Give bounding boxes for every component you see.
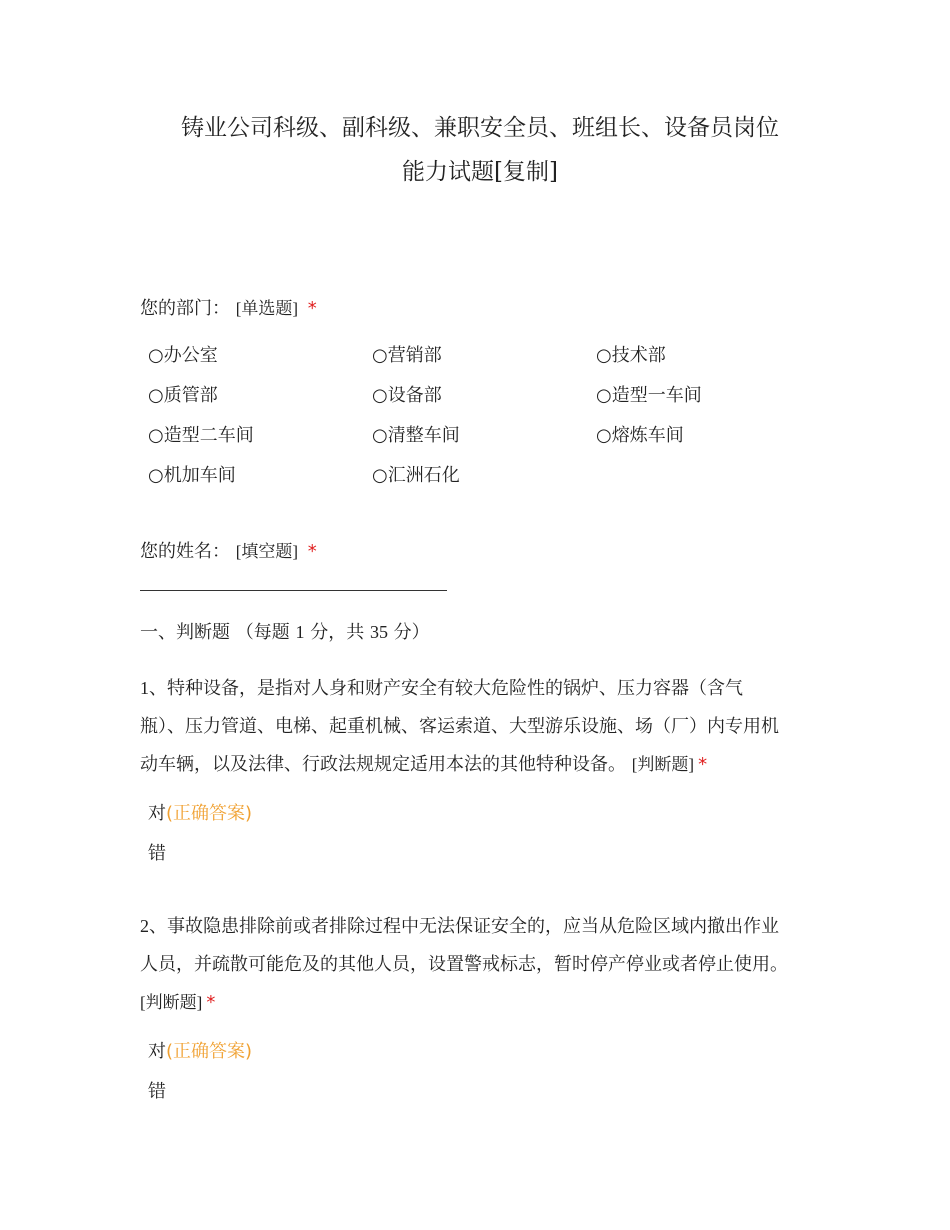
title-line-1: 铸业公司科级、副科级、兼职安全员、班组长、设备员岗位: [181, 115, 779, 141]
question-1-line-3: [140, 746, 820, 784]
question-type-tag: [单选题]: [235, 299, 299, 318]
department-option[interactable]: ○清整车间: [372, 425, 460, 446]
department-option[interactable]: ○办公室: [148, 345, 218, 366]
section-suffix: 分）: [393, 622, 430, 643]
section-mid: 分，共: [310, 622, 365, 643]
section-total-score: 35: [369, 622, 388, 642]
name-question-header: [140, 537, 317, 563]
question-2-option-false[interactable]: 错: [148, 1081, 166, 1102]
question-1-text: [140, 669, 820, 784]
option-true-label: 对: [148, 803, 166, 824]
section-prefix: 一、判断题 （每题: [140, 622, 290, 643]
question-2-text: [140, 907, 820, 1022]
section-per-score: 1: [295, 622, 305, 642]
correct-answer-tag: (正确答案): [166, 1041, 253, 1062]
question-2-line-1-text: 、事故隐患排除前或者排除过程中无法保证安全的，应当从危险区域内撤出作业: [149, 916, 779, 937]
department-question-label: 您的部门：: [140, 298, 230, 319]
department-option[interactable]: ○熔炼车间: [596, 425, 684, 446]
question-1-line-2: 瓶）、压力管道、电梯、起重机械、客运索道、大型游乐设施、场（厂）内专用机: [140, 716, 779, 737]
question-type-tag: [填空题]: [235, 542, 299, 561]
page-title: [140, 106, 820, 194]
department-option[interactable]: ○设备部: [372, 385, 442, 406]
question-2-line-1: [140, 907, 820, 946]
required-mark: *: [307, 541, 317, 562]
question-1-line-1-text: 、特种设备，是指对人身和财产安全有较大危险性的锅炉、压力容器（含气: [149, 678, 743, 699]
name-question-label: 您的姓名：: [140, 541, 230, 562]
department-option[interactable]: ○营销部: [372, 345, 442, 366]
name-input-line[interactable]: [140, 590, 447, 591]
question-type-tag: [判断题]: [631, 755, 695, 774]
title-line-2: 能力试题[复制]: [402, 159, 558, 185]
required-mark: *: [307, 298, 317, 319]
question-2-number: 2: [140, 916, 149, 936]
required-mark: *: [206, 992, 216, 1013]
option-true-label: 对: [148, 1041, 166, 1062]
department-option[interactable]: ○造型一车间: [596, 385, 702, 406]
correct-answer-tag: (正确答案): [166, 803, 253, 824]
department-option[interactable]: ○质管部: [148, 385, 218, 406]
question-1-number: 1: [140, 678, 149, 698]
department-option[interactable]: ○机加车间: [148, 465, 236, 486]
question-1-line-3-text: 动车辆，以及法律、行政法规规定适用本法的其他特种设备。: [140, 754, 626, 775]
department-question-header: [140, 294, 317, 320]
question-2-line-2: 人员，并疏散可能危及的其他人员，设置警戒标志，暂时停产停业或者停止使用。: [140, 954, 788, 975]
question-1-option-false[interactable]: 错: [148, 843, 166, 864]
question-1-option-true[interactable]: [148, 799, 252, 825]
question-1-line-1: [140, 669, 820, 708]
department-option[interactable]: ○造型二车间: [148, 425, 254, 446]
question-type-tag: [判断题]: [140, 993, 203, 1012]
question-2-line-3: [140, 984, 820, 1022]
question-2-option-true[interactable]: [148, 1037, 252, 1063]
department-option[interactable]: ○技术部: [596, 345, 666, 366]
section-header: [140, 618, 430, 644]
required-mark: *: [698, 754, 708, 775]
department-option[interactable]: ○汇洲石化: [372, 465, 460, 486]
